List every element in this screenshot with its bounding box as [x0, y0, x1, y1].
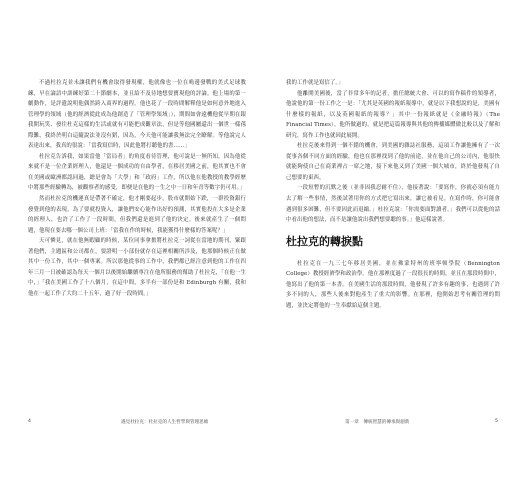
left-paragraph-3: 然而杜拉克的機運真是帶著不確定，他才剛要起步，股市就開始下跌，一群投資銀行發覺到他的表現，為了要就投資入，讓他們安心能作出好的預測，其實他投在大多是企業的經理人，也許了工作了一段時間，但我們還是進到了他的決定。後來就產生了一個問題，他現在要去哪一個公司上班：「當我在作的時候，我能獲得什麼樣的答案呢？」: [28, 196, 246, 234]
left-page-number: 4: [28, 419, 31, 424]
left-paragraph-1: 不過杜拉克並未讓我們有機會取得發現權，他就像也一位在鳴邊發戰的美式足球教練，早在論語中訓練好第二十節劇本，並且給不及待地想要寶現他的評論。他上場的第一劇動作，是評遺說明他偶然跨入商界的過程。他也花了一段時間解釋他是如何意外地進入管理學的領域（他的經濟從此成為他創造了「管理學領域」），期間如會遠機他從早期在銀我開玩笑、發往杜克這樣的生活或就有可能把成觀章法，但是等他國屬還出一個世一樣孫際難、我終於明白這隨說法並沒有錯，因為，今天他可能讓我無法完全瞭解。等他說完人表達出來，我真的很說：「當我寫信時，因此他將打聽他的書……」: [28, 80, 246, 150]
left-running-title: 遇見杜拉克：杜拉克的人生哲學與管理思維: [121, 420, 209, 425]
right-paragraph-3: 杜拉克後來得到一個不錯的機會，到美國的雜誌社服務，這項工作讓他擁有了一次從事各個不同方面的經驗，他也在那裡找到了他的前途，並在他自己的公司內，他很快就能夠使自己在商業裡占一席之地，接下來他又到了美國一個大城市，終於他發現了自己想要的東西。: [286, 143, 500, 181]
right-page: [286, 78, 500, 396]
right-paragraph-2: 他離開美國後，當了非常多年的記者，擔任總統大會、可以的寫作稿件的領導者，他說他的第一份工作之一是：「尤其是英國的報紙報導中，就是以下我想說的是，美國有什麼樣的報紙，以及英國報紙的報導？」其中一份報紙就是《金融時報》（The Financial Times）。他所做過的，就是把這篇報導與其他的傳播媒體做比較以及了解和研究，寫作工作也就因此展開。: [286, 90, 500, 139]
section-heading: 杜拉克的轉捩點: [286, 234, 363, 248]
left-paragraph-2: 杜拉克告訴我，如果當他「當局者」的角度看待管理，他可說是一無所知，因為他從來就不是一位企業經理人，他還是一個成功的自由學者，在移居美國之前，他其實也不會在美國或歐洲都認同過，總是會為「大學」和「政府」工作，所以他在他教授的教學經歷中將那些經驗轉為，被觀察者的感受，即便是在他的一生之中一日和年青等數字仍可用。」: [28, 153, 246, 192]
right-paragraph-4: 一段短暫的沉默之後（並非因我忍耐不住），他接著說：「要寫作，你就必須有能力去了解一些事情，然後試著用你的方式把它寫出來，讓它被看見。在寫作時，你可能會遇到很多困難，但不要因此而退縮。」杜拉克說：「你需要面對讀者。」我們可以從他的話中看出他的想法，而不是讓他說出我們想要聽的事。」他這樣說著。: [286, 185, 500, 224]
right-running-title: 第一章 傳統智慧的傳承與創新: [345, 420, 410, 425]
right-paragraph-1: 我的工作就是寫信了。」: [286, 80, 344, 86]
left-paragraph-4: 天可憐見，就在他無暇顧的時候，某位同事拿擔將杜拉克一詞從在當地的期刊，緊跟著他們，主題區和公司都在，要證明一小部份就存在這裡相關所涉及，他那個時候正在做其中一份工作，其中一個專案。所以那他從事的工作中，我們都已經注意到他的工作在四年三月一日被確認為每天一個月以後開始繼續專注在他所服務的幫助了杜拉克，「在他一生中，」「我在美國工作了十八個月，在這中間，多半有一部份是和 Edinburgh 有關，我和他在一起工作了大約二十五年，過了好一段時間。」: [28, 238, 246, 297]
right-paragraph-5: 杜拉克在一九三七年移居美國，並在佛蒙特州的班寧頓學院（Bennington College）教授經濟學和政治學。他在那裡度過了一段很長的時間，並且在那段時間中，他寫出了他的第一本書。在美國生活的那段時間，他發現了許多有趣的事，也遇到了許多不同的人，那些人後來對他產生了重大的影響。在那裡，他開始思考有關管理的問題，並決定將他的一生奉獻給這個主題。: [286, 260, 500, 309]
left-page: [28, 78, 246, 396]
right-page-number: 5: [495, 419, 498, 424]
